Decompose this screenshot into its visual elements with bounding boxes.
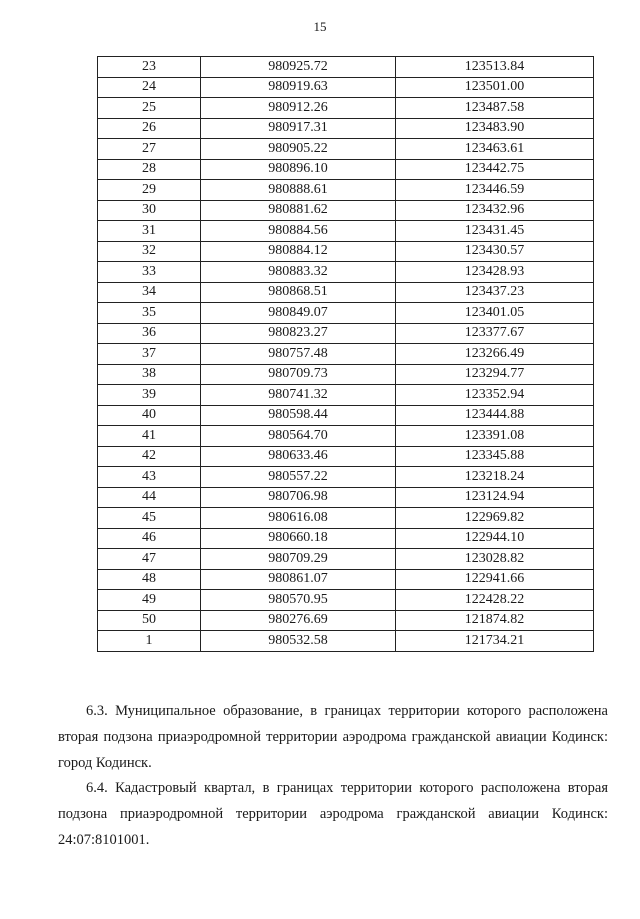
x-coordinate-cell: 980896.10 — [201, 159, 396, 180]
table-row — [98, 364, 594, 385]
y-coordinate-cell: 123345.88 — [396, 446, 594, 467]
y-coordinate-cell: 123501.00 — [396, 77, 594, 98]
y-coordinate-cell: 123432.96 — [396, 200, 594, 221]
point-number-cell: 23 — [98, 57, 201, 78]
table-row — [98, 528, 594, 549]
point-number-cell: 26 — [98, 118, 201, 139]
table-row — [98, 467, 594, 488]
point-number-cell: 41 — [98, 426, 201, 447]
point-number-cell: 32 — [98, 241, 201, 262]
x-coordinate-cell: 980570.95 — [201, 590, 396, 611]
x-coordinate-cell: 980757.48 — [201, 344, 396, 365]
table-row — [98, 180, 594, 201]
table-row — [98, 98, 594, 119]
point-number-cell: 42 — [98, 446, 201, 467]
table-row — [98, 590, 594, 611]
x-coordinate-cell: 980905.22 — [201, 139, 396, 160]
x-coordinate-cell: 980557.22 — [201, 467, 396, 488]
table-row — [98, 221, 594, 242]
y-coordinate-cell: 123391.08 — [396, 426, 594, 447]
x-coordinate-cell: 980888.61 — [201, 180, 396, 201]
table-row — [98, 446, 594, 467]
y-coordinate-cell: 123218.24 — [396, 467, 594, 488]
x-coordinate-cell: 980741.32 — [201, 385, 396, 406]
x-coordinate-cell: 980884.12 — [201, 241, 396, 262]
y-coordinate-cell: 123444.88 — [396, 405, 594, 426]
point-number-cell: 31 — [98, 221, 201, 242]
y-coordinate-cell: 123124.94 — [396, 487, 594, 508]
y-coordinate-cell: 123028.82 — [396, 549, 594, 570]
point-number-cell: 27 — [98, 139, 201, 160]
point-number-cell: 50 — [98, 610, 201, 631]
point-number-cell: 24 — [98, 77, 201, 98]
point-number-cell: 34 — [98, 282, 201, 303]
point-number-cell: 29 — [98, 180, 201, 201]
paragraph-6-4 — [58, 775, 608, 853]
paragraph-6-4-text: 6.4. Кадастровый квартал, в границах территории которого расположена вторая подзона приаэродромной территории аэродрома гражданской авиации Кодинск: 24:07:8101001. — [58, 780, 608, 848]
y-coordinate-cell: 123294.77 — [396, 364, 594, 385]
y-coordinate-cell: 123266.49 — [396, 344, 594, 365]
x-coordinate-cell: 980925.72 — [201, 57, 396, 78]
y-coordinate-cell: 123377.67 — [396, 323, 594, 344]
point-number-cell: 30 — [98, 200, 201, 221]
x-coordinate-cell: 980849.07 — [201, 303, 396, 324]
y-coordinate-cell: 123352.94 — [396, 385, 594, 406]
x-coordinate-cell: 980881.62 — [201, 200, 396, 221]
table-row — [98, 323, 594, 344]
y-coordinate-cell: 123463.61 — [396, 139, 594, 160]
table-row — [98, 77, 594, 98]
point-number-cell: 39 — [98, 385, 201, 406]
x-coordinate-cell: 980633.46 — [201, 446, 396, 467]
x-coordinate-cell: 980883.32 — [201, 262, 396, 283]
y-coordinate-cell: 123430.57 — [396, 241, 594, 262]
x-coordinate-cell: 980616.08 — [201, 508, 396, 529]
coordinates-table-body — [98, 57, 594, 652]
y-coordinate-cell: 123483.90 — [396, 118, 594, 139]
table-row — [98, 487, 594, 508]
point-number-cell: 40 — [98, 405, 201, 426]
point-number-cell: 47 — [98, 549, 201, 570]
y-coordinate-cell: 122969.82 — [396, 508, 594, 529]
x-coordinate-cell: 980276.69 — [201, 610, 396, 631]
table-row — [98, 200, 594, 221]
y-coordinate-cell: 123431.45 — [396, 221, 594, 242]
table-row — [98, 303, 594, 324]
table-row — [98, 426, 594, 447]
point-number-cell: 43 — [98, 467, 201, 488]
x-coordinate-cell: 980709.29 — [201, 549, 396, 570]
point-number-cell: 46 — [98, 528, 201, 549]
page-number: 15 — [313, 19, 327, 34]
point-number-cell: 25 — [98, 98, 201, 119]
table-row — [98, 631, 594, 652]
x-coordinate-cell: 980660.18 — [201, 528, 396, 549]
table-row — [98, 262, 594, 283]
y-coordinate-cell: 121734.21 — [396, 631, 594, 652]
x-coordinate-cell: 980532.58 — [201, 631, 396, 652]
y-coordinate-cell: 123428.93 — [396, 262, 594, 283]
table-row — [98, 344, 594, 365]
y-coordinate-cell: 123437.23 — [396, 282, 594, 303]
point-number-cell: 36 — [98, 323, 201, 344]
y-coordinate-cell: 122428.22 — [396, 590, 594, 611]
y-coordinate-cell: 123401.05 — [396, 303, 594, 324]
y-coordinate-cell: 123446.59 — [396, 180, 594, 201]
point-number-cell: 33 — [98, 262, 201, 283]
paragraph-6-3 — [58, 698, 608, 776]
y-coordinate-cell: 122944.10 — [396, 528, 594, 549]
table-row — [98, 549, 594, 570]
x-coordinate-cell: 980709.73 — [201, 364, 396, 385]
point-number-cell: 28 — [98, 159, 201, 180]
point-number-cell: 45 — [98, 508, 201, 529]
table-row — [98, 159, 594, 180]
point-number-cell: 37 — [98, 344, 201, 365]
y-coordinate-cell: 121874.82 — [396, 610, 594, 631]
table-row — [98, 405, 594, 426]
coordinates-table — [97, 56, 594, 652]
table-row — [98, 118, 594, 139]
x-coordinate-cell: 980884.56 — [201, 221, 396, 242]
table-row — [98, 385, 594, 406]
x-coordinate-cell: 980919.63 — [201, 77, 396, 98]
point-number-cell: 1 — [98, 631, 201, 652]
y-coordinate-cell: 122941.66 — [396, 569, 594, 590]
table-row — [98, 57, 594, 78]
paragraph-6-3-text: 6.3. Муниципальное образование, в границах территории которого расположена вторая подзона приаэродромной территории аэродрома гражданской авиации Кодинск: город Кодинск. — [58, 703, 608, 771]
table-row — [98, 282, 594, 303]
point-number-cell: 38 — [98, 364, 201, 385]
table-row — [98, 569, 594, 590]
table-row — [98, 508, 594, 529]
x-coordinate-cell: 980912.26 — [201, 98, 396, 119]
x-coordinate-cell: 980598.44 — [201, 405, 396, 426]
table-row — [98, 139, 594, 160]
x-coordinate-cell: 980564.70 — [201, 426, 396, 447]
x-coordinate-cell: 980823.27 — [201, 323, 396, 344]
y-coordinate-cell: 123513.84 — [396, 57, 594, 78]
x-coordinate-cell: 980868.51 — [201, 282, 396, 303]
y-coordinate-cell: 123442.75 — [396, 159, 594, 180]
x-coordinate-cell: 980917.31 — [201, 118, 396, 139]
table-row — [98, 610, 594, 631]
point-number-cell: 44 — [98, 487, 201, 508]
y-coordinate-cell: 123487.58 — [396, 98, 594, 119]
point-number-cell: 49 — [98, 590, 201, 611]
table-row — [98, 241, 594, 262]
point-number-cell: 35 — [98, 303, 201, 324]
point-number-cell: 48 — [98, 569, 201, 590]
x-coordinate-cell: 980706.98 — [201, 487, 396, 508]
x-coordinate-cell: 980861.07 — [201, 569, 396, 590]
